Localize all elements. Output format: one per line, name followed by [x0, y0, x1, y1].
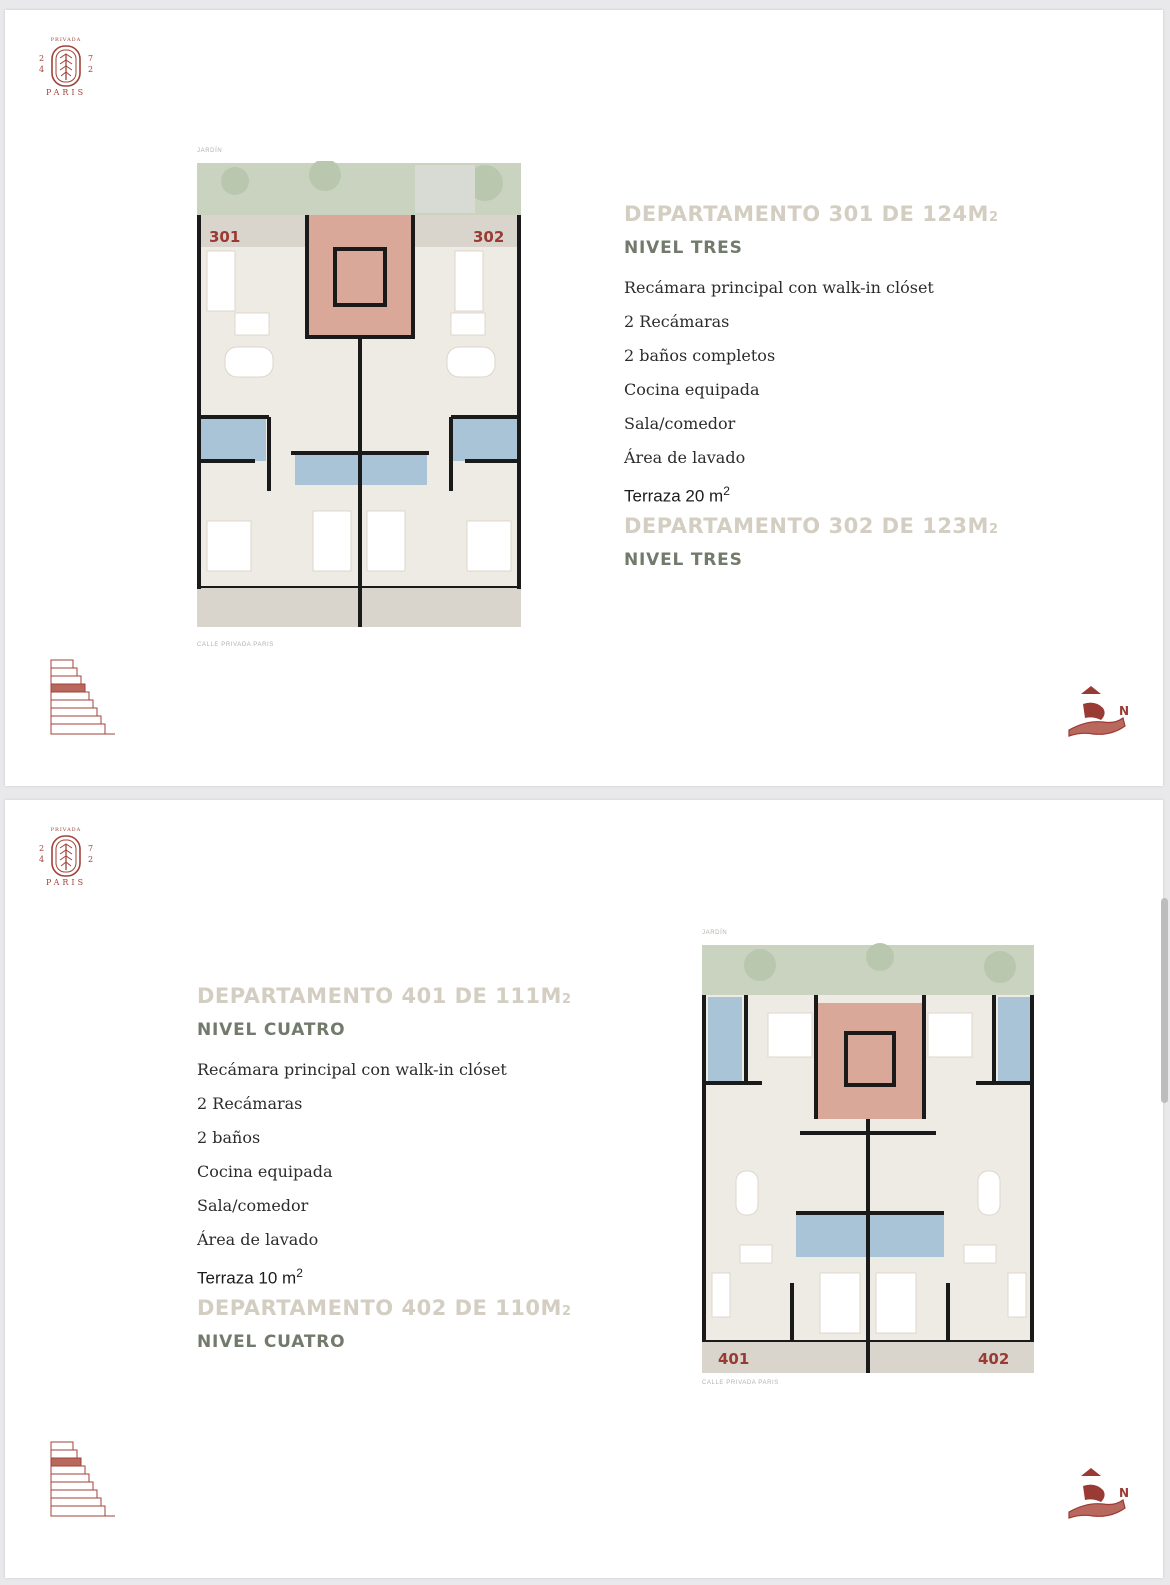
floor-plan-page-nivel-tres [5, 10, 1163, 786]
floor-plan-drawing [700, 943, 1040, 1383]
feature-item: 2 Recámaras [624, 312, 730, 331]
north-label: N [1118, 704, 1129, 718]
building-levels-icon [49, 658, 119, 740]
feature-item: 2 baños completos [624, 346, 776, 365]
apartment-title: DEPARTAMENTO 401 DE 111M2 [197, 984, 572, 1008]
logo-top-text: PRIVADA [50, 37, 82, 43]
apartment-title: DEPARTAMENTO 301 DE 124M2 [624, 202, 999, 226]
feature-item: Recámara principal con walk-in clóset [197, 1060, 507, 1079]
logo-digit: 7 [88, 844, 94, 853]
terrace-area: Terraza 20 $m^2$ [624, 484, 730, 506]
building-levels-icon [49, 1440, 119, 1522]
privada-paris-logo [31, 824, 101, 894]
apartment-title: DEPARTAMENTO 402 DE 110M2 [197, 1295, 572, 1320]
logo-digit: 2 [88, 65, 94, 74]
logo-digit: 2 [39, 54, 45, 63]
unit-number-label: 402 [978, 1350, 1010, 1368]
feature-item: Cocina equipada [197, 1162, 333, 1181]
north-arrow [1063, 682, 1133, 742]
plan-top-label: JARDÍN [197, 148, 223, 154]
logo-top-text: PRIVADA [50, 827, 82, 833]
unit-number-label: 401 [718, 1350, 750, 1368]
feature-item: Cocina equipada [624, 380, 760, 399]
feature-item: Sala/comedor [624, 414, 736, 433]
privada-paris-logo [31, 34, 101, 104]
logo-digit: 4 [39, 855, 45, 864]
feature-item: Área de lavado [624, 448, 746, 467]
plan-top-label: JARDÍN [702, 930, 728, 936]
apartment-level: NIVEL TRES [624, 549, 743, 570]
apartment-level: NIVEL CUATRO [197, 1331, 346, 1352]
north-arrow [1063, 1464, 1133, 1524]
logo-bottom-text: PARIS [45, 878, 87, 887]
apartment-level: NIVEL CUATRO [197, 1020, 346, 1040]
floor-plan-301-302 [195, 148, 525, 648]
plan-bottom-label: CALLE PRIVADA PARIS [197, 642, 274, 648]
unit-number-label: 302 [473, 228, 505, 246]
feature-item: Área de lavado [197, 1230, 319, 1249]
logo-digit: 4 [39, 65, 45, 74]
terrace-area: Terraza 10 $m^2$ [197, 1266, 303, 1288]
apartment-title: DEPARTAMENTO 302 DE 123M2 [624, 513, 999, 538]
floor-plan-401-402 [700, 930, 1040, 1395]
plan-bottom-label: CALLE PRIVADA PARIS [702, 1380, 779, 1386]
feature-item: 2 baños [197, 1128, 261, 1147]
feature-item: Recámara principal con walk-in clóset [624, 278, 934, 297]
logo-digit: 2 [88, 855, 94, 864]
logo-digit: 2 [39, 844, 45, 853]
logo-bottom-text: PARIS [45, 88, 87, 97]
apartment-info-panel [197, 983, 572, 1353]
apartment-info-panel [624, 201, 999, 571]
vertical-scrollbar[interactable] [1161, 898, 1168, 1103]
feature-item: Sala/comedor [197, 1196, 309, 1215]
floor-plan-page-nivel-cuatro [5, 800, 1163, 1578]
apartment-level: NIVEL TRES [624, 238, 743, 258]
feature-item: 2 Recámaras [197, 1094, 303, 1113]
logo-digit: 7 [88, 54, 94, 63]
unit-number-label: 301 [209, 228, 241, 246]
north-label: N [1118, 1486, 1129, 1500]
